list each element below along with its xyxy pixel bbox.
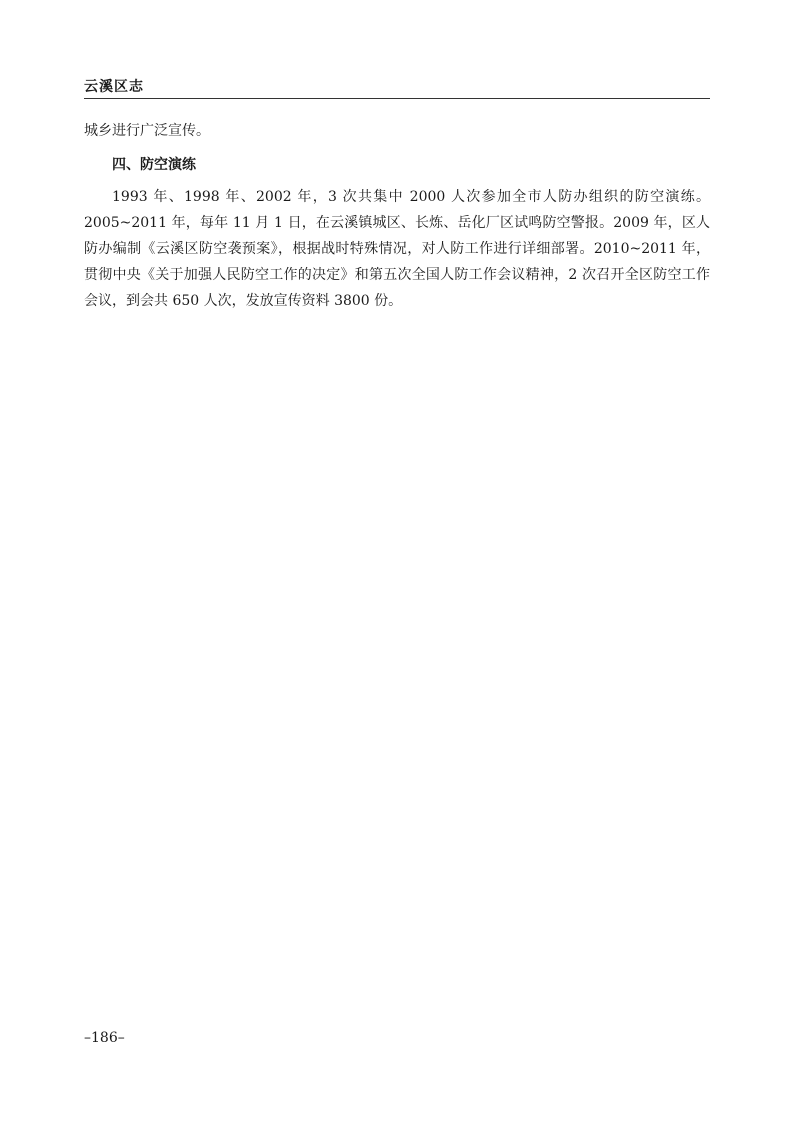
header-rule xyxy=(84,98,710,99)
continuation-paragraph: 城乡进行广泛宣传。 xyxy=(84,123,210,139)
page-number: –186– xyxy=(84,1030,125,1046)
page-content xyxy=(84,118,710,314)
section-heading: 四、防空演练 xyxy=(112,157,196,173)
section-paragraph: 1993 年、1998 年、2002 年，3 次共集中 2000 人次参加全市人防办组织的防空演练。2005~2011 年，每年 11 月 1 日，在云溪镇城区、长炼、岳化厂区试鸣防空警报。2009 年，区人防办编制《云溪区防空袭预案》，根据战时特殊情况，对人防工作进行详细部署。2010~2011 年，贯彻中央《关于加强人民防空工作的决定》和第五次全国人防工作会议精神，2 次召开全区防空工作会议，到会共 650 人次，发放宣传资料 3800 份。 xyxy=(84,189,710,309)
running-header-title: 云溪区志 xyxy=(84,79,144,95)
